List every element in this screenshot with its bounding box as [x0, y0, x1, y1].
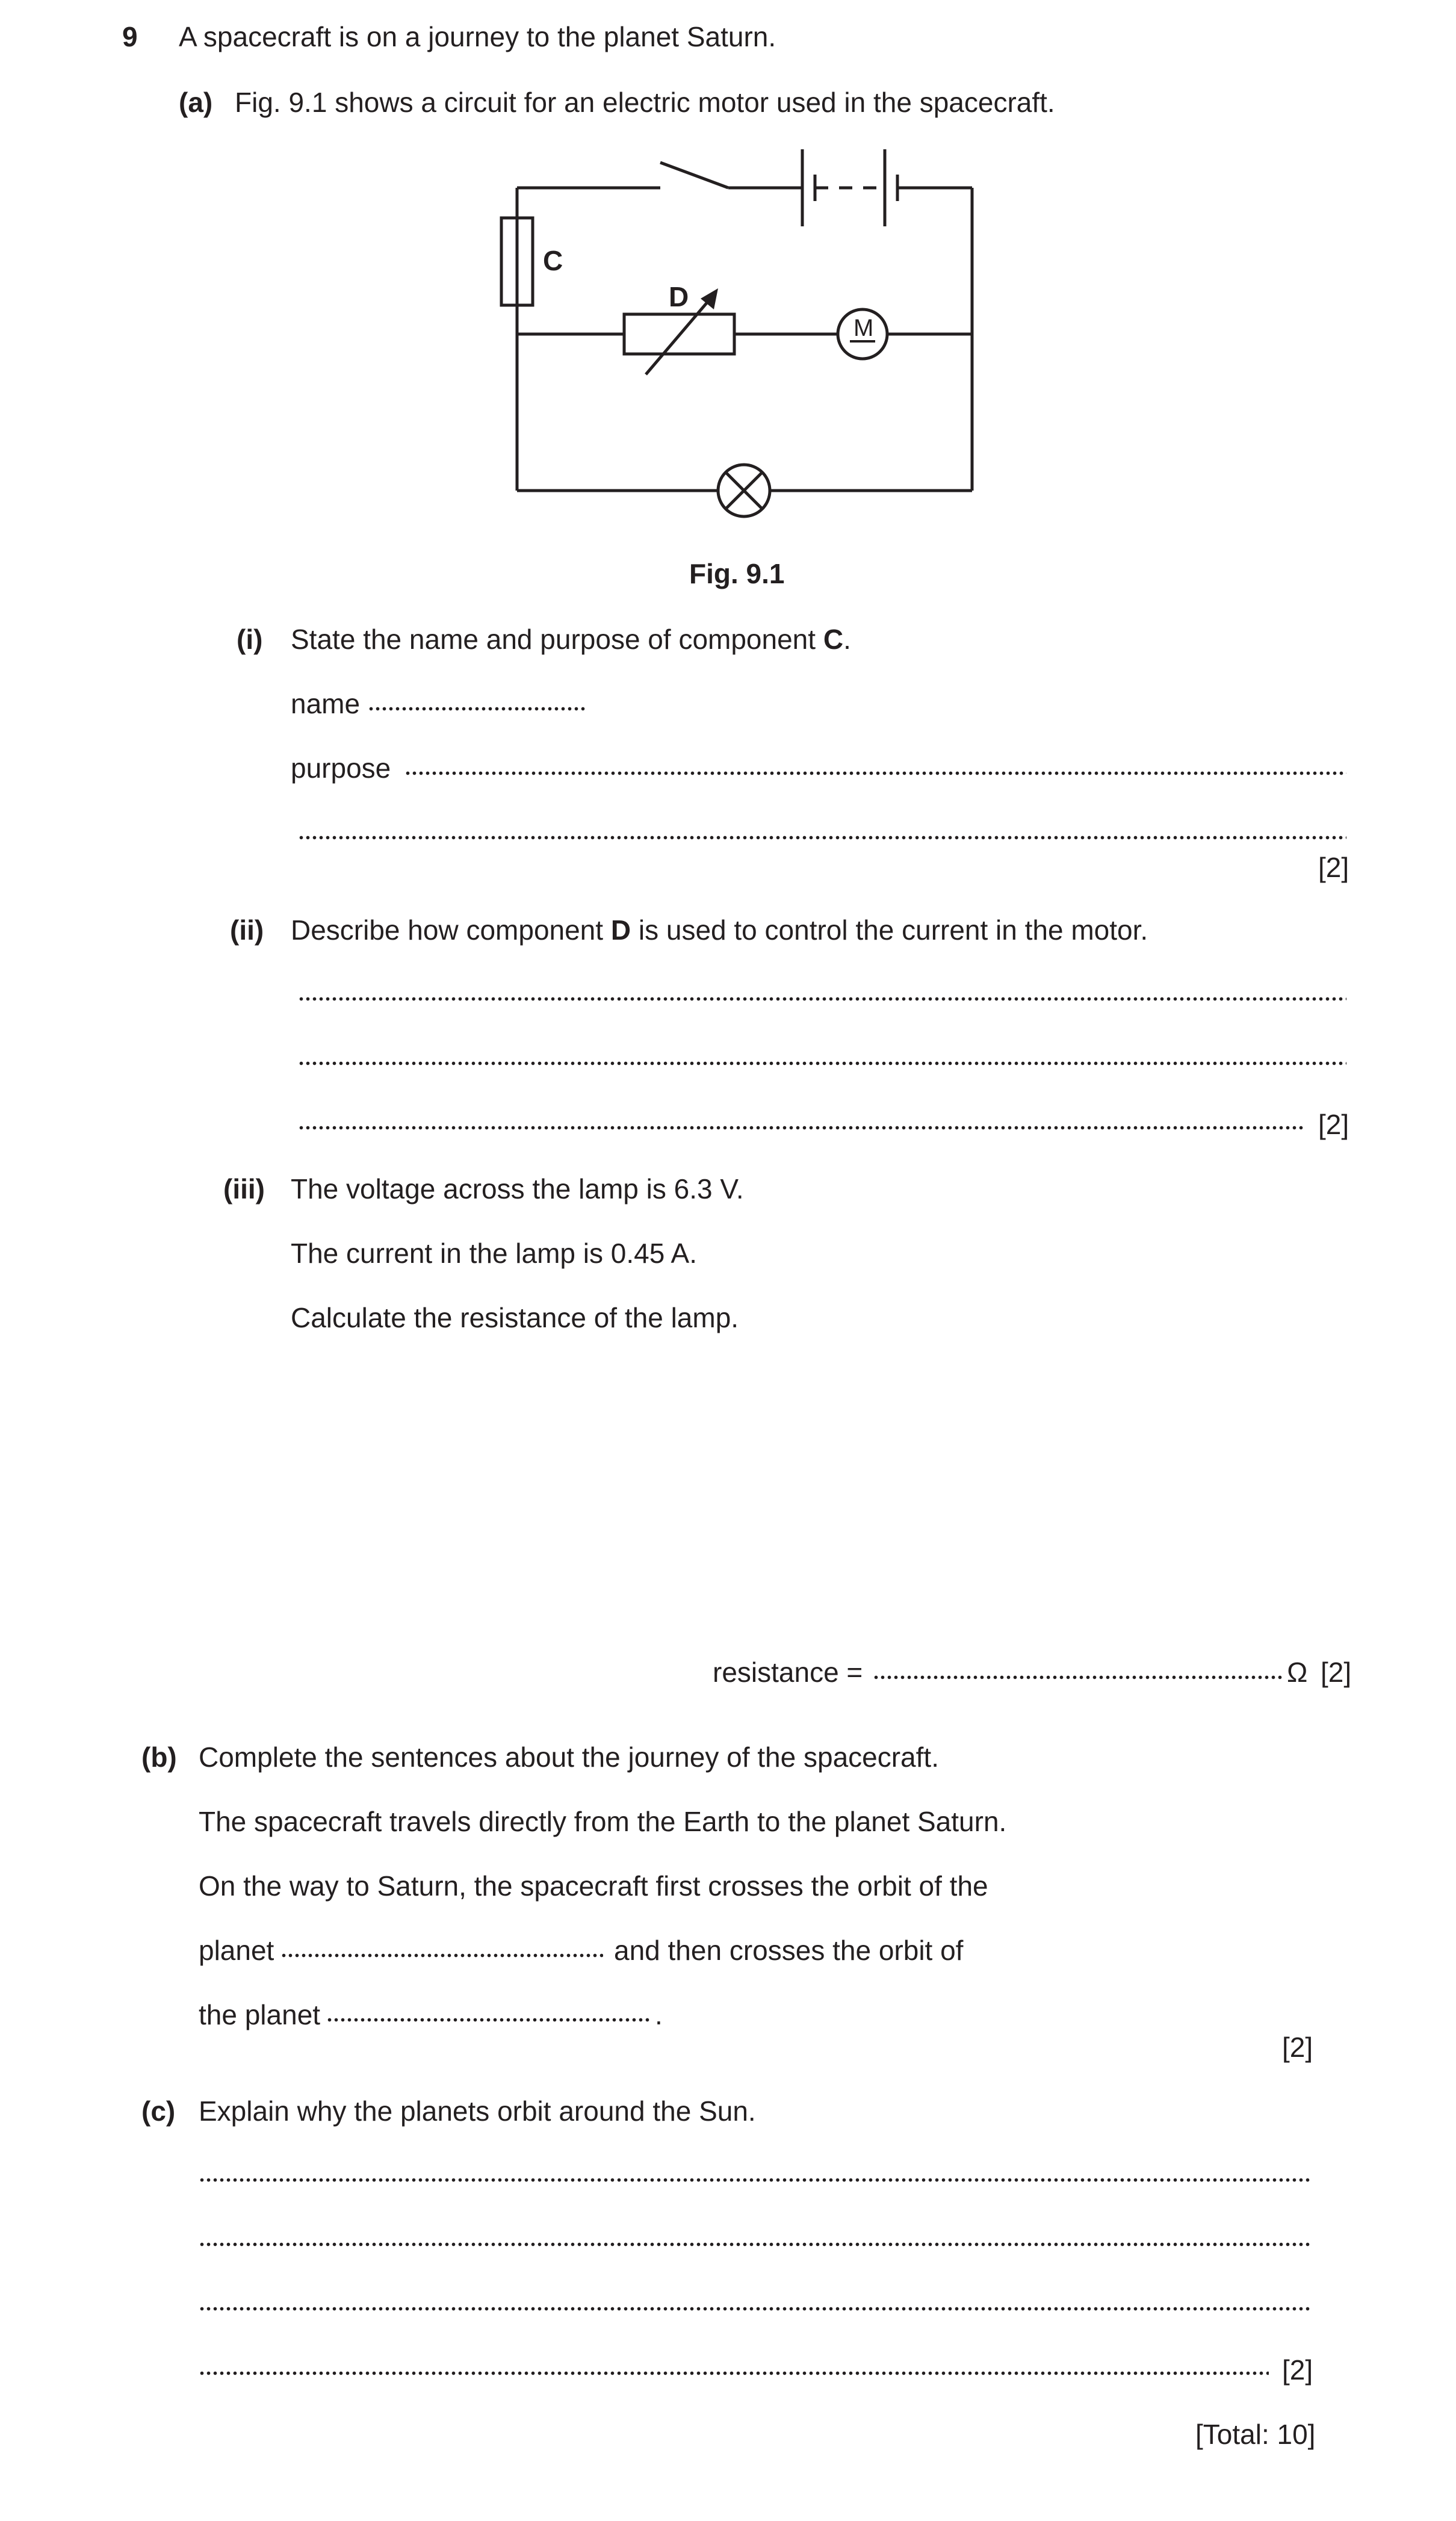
part-b-line-3-post: and then crosses the orbit of [614, 1935, 964, 1966]
name-label: name [291, 688, 361, 719]
question-number: 9 [122, 21, 138, 52]
part-b-line-1: The spacecraft travels directly from the Earth to the planet Saturn. [199, 1806, 1007, 1837]
second-planet-answer-line[interactable] [326, 2001, 651, 2025]
fuse-c [501, 218, 533, 305]
part-a-ii-question: Describe how component D is used to control the current in the motor. [291, 914, 1148, 946]
resistance-unit: Ω [1287, 1657, 1308, 1688]
part-c-answer-line-4[interactable] [199, 2354, 1269, 2378]
resistance-answer-line[interactable] [873, 1658, 1282, 1682]
part-c-marks: [2] [1282, 2354, 1313, 2386]
part-a-iii-label: (iii) [223, 1173, 265, 1205]
motor-symbol-label: M [853, 315, 874, 341]
part-a-text: Fig. 9.1 shows a circuit for an electric motor used in the spacecraft. [235, 87, 1055, 118]
part-a-ii-answer-line-2[interactable] [298, 1044, 1346, 1068]
switch-blade [660, 163, 728, 188]
part-b-label: (b) [141, 1741, 177, 1773]
part-b-text: Complete the sentences about the journey of the spacecraft. [199, 1741, 939, 1773]
part-a-i-label: (i) [237, 624, 263, 655]
part-c-answer-line-2[interactable] [199, 2225, 1311, 2250]
part-b-line-3-pre: planet [199, 1935, 274, 1966]
part-a-i-marks: [2] [1318, 852, 1349, 883]
part-a-ii-answer-line-3[interactable] [298, 1109, 1303, 1133]
variable-resistor-d [624, 314, 734, 354]
purpose-answer-line-2[interactable] [298, 819, 1346, 843]
resistance-label: resistance = [713, 1657, 863, 1688]
part-b-line-2: On the way to Saturn, the spacecraft first crosses the orbit of the [199, 1870, 988, 1902]
part-a-iii-line-1: The voltage across the lamp is 6.3 V. [291, 1173, 744, 1205]
part-a-label: (a) [179, 87, 213, 118]
first-planet-answer-line[interactable] [280, 1936, 603, 1961]
part-c-label: (c) [141, 2095, 176, 2127]
part-a-iii-line-3: Calculate the resistance of the lamp. [291, 1302, 739, 1333]
lamp [718, 465, 770, 516]
part-a-iii-line-2: The current in the lamp is 0.45 A. [291, 1238, 698, 1269]
lamp-cross-1 [726, 473, 762, 509]
name-answer-line[interactable] [368, 690, 586, 714]
label-c: C [543, 245, 563, 276]
part-c-answer-line-3[interactable] [199, 2290, 1311, 2314]
part-a-ii-marks: [2] [1318, 1109, 1349, 1140]
part-a-ii-label: (ii) [230, 914, 264, 946]
total-marks: [Total: 10] [1195, 2419, 1316, 2450]
part-a-i-question: State the name and purpose of component C. [291, 624, 851, 655]
part-c-text: Explain why the planets orbit around the Sun. [199, 2095, 756, 2127]
part-b-marks: [2] [1282, 2032, 1313, 2063]
lamp-cross-2 [726, 473, 762, 509]
part-c-answer-line-1[interactable] [199, 2161, 1311, 2185]
part-a-ii-answer-line-1[interactable] [298, 980, 1346, 1004]
label-d: D [669, 281, 689, 312]
purpose-answer-line-1[interactable] [404, 754, 1346, 778]
part-a-iii-marks: [2] [1321, 1657, 1352, 1688]
part-b-line-4-post: . [655, 1999, 663, 2030]
question-stem: A spacecraft is on a journey to the planet Saturn. [179, 21, 776, 52]
purpose-label: purpose [291, 752, 391, 784]
variable-resistor-arrowhead [701, 288, 718, 309]
figure-caption: Fig. 9.1 [689, 558, 785, 589]
part-b-line-4-pre: the planet [199, 1999, 321, 2030]
